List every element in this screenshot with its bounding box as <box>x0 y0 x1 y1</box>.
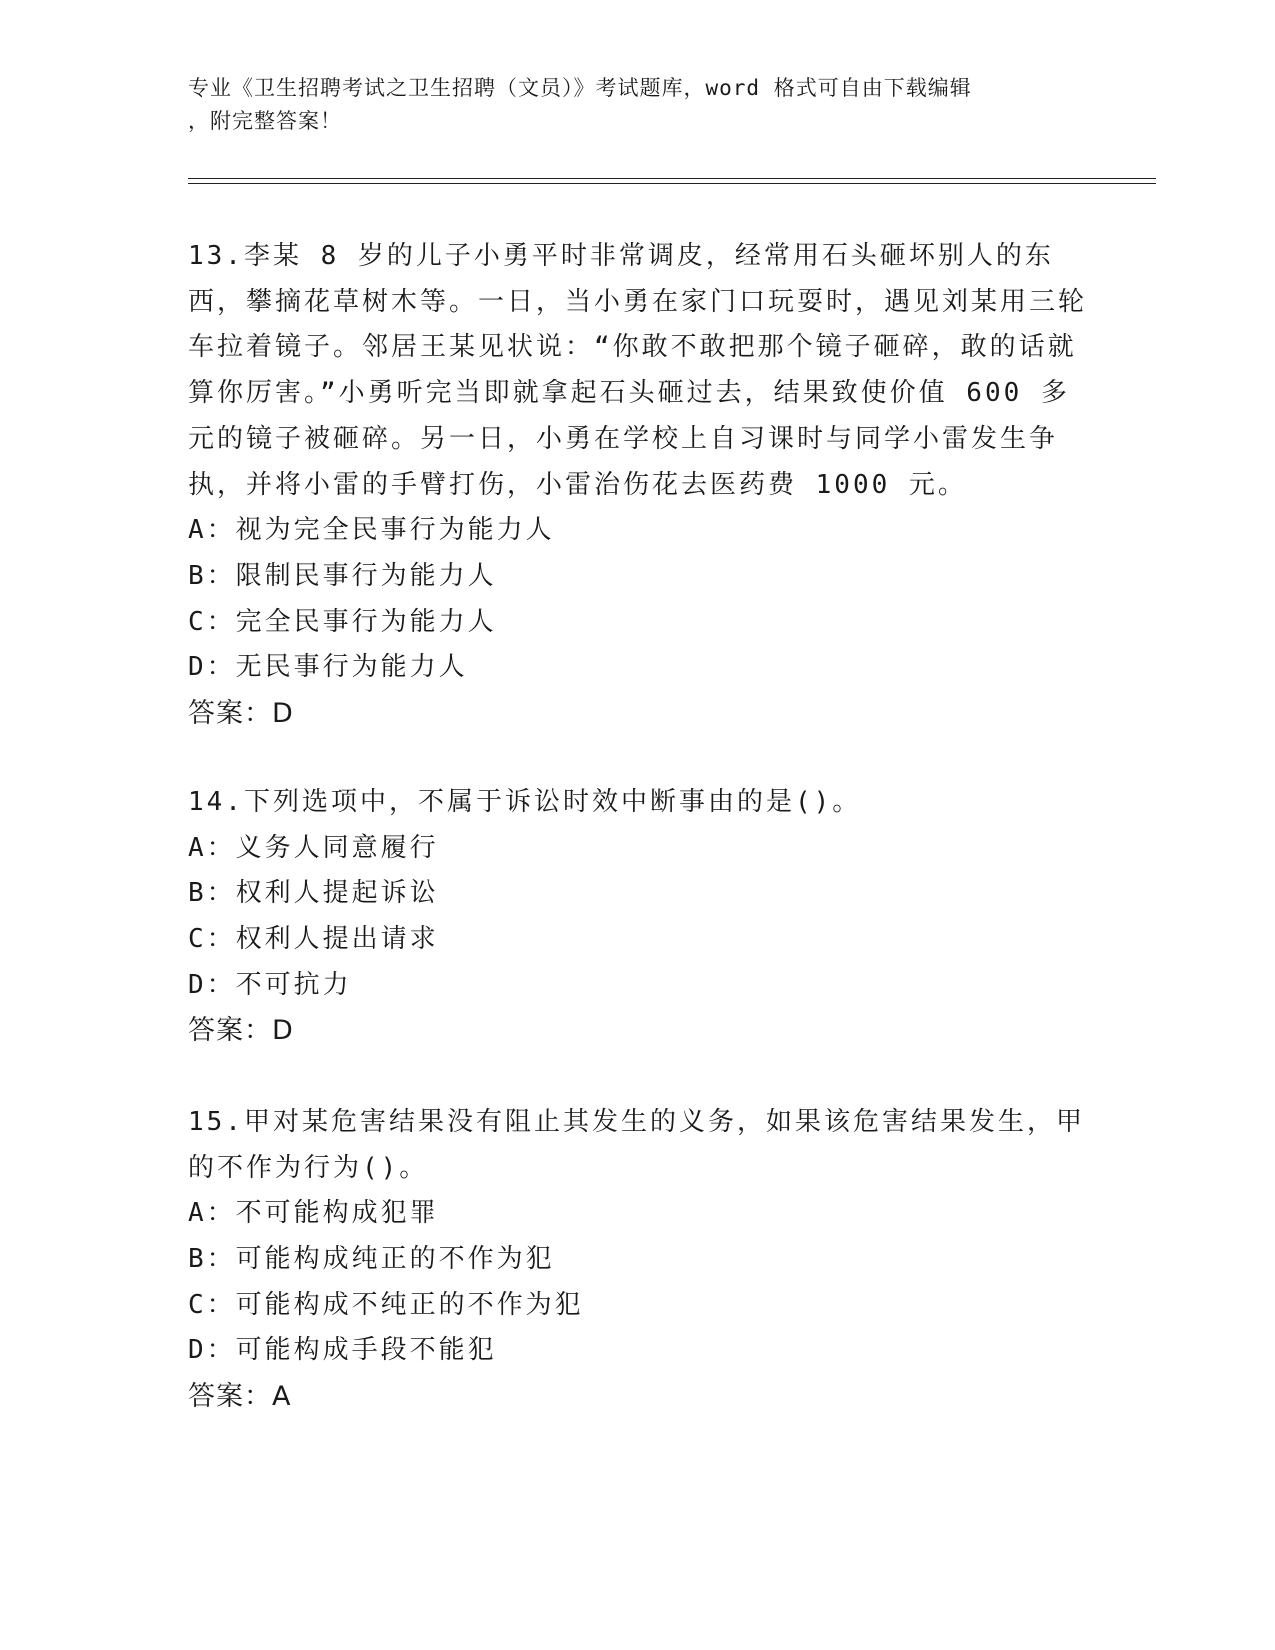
question-15 <box>188 1100 1088 1420</box>
option-b: B：限制民事行为能力人 <box>188 560 497 591</box>
option-b: B：可能构成纯正的不作为犯 <box>188 1244 555 1275</box>
answer-line: 答案：D <box>188 697 294 729</box>
answer-line: 答案：A <box>188 1381 292 1413</box>
option-d: D：可能构成手段不能犯 <box>188 1335 497 1366</box>
option-c: C：权利人提出请求 <box>188 924 439 955</box>
option-a: A：义务人同意履行 <box>188 832 439 863</box>
option-a: A：视为完全民事行为能力人 <box>188 515 555 546</box>
option-a: A：不可能构成犯罪 <box>188 1198 439 1229</box>
header-line-2: ，附完整答案！ <box>188 109 342 133</box>
question-13 <box>188 234 1088 737</box>
option-c: C：可能构成不纯正的不作为犯 <box>188 1289 584 1320</box>
option-d: D：无民事行为能力人 <box>188 652 468 683</box>
option-b: B：权利人提起诉讼 <box>188 878 439 909</box>
question-text: 14.下列选项中，不属于诉讼时效中断事由的是()。 <box>188 787 862 817</box>
question-14 <box>188 780 1088 1054</box>
answer-line: 答案：D <box>188 1015 294 1047</box>
document-header <box>188 72 1088 138</box>
question-text: 13.李某 8 岁的儿子小勇平时非常调皮，经常用石头砸坏别人的东西，攀摘花草树木等。一日，当小勇在家门口玩耍时，遇见刘某用三轮车拉着镜子。邻居王某见状说：“你敢不敢把那个镜子砸碎，敢的话就算你厉害。”小勇听完当即就拿起石头砸过去，结果致使价值 600 多元的镜子被砸碎。另一日，小勇在学校上自习课时与同学小雷发生争执，并将小雷的手臂打伤，小雷治伤花去医药费 1000 元。 <box>188 241 1088 500</box>
option-d: D：不可抗力 <box>188 969 352 1000</box>
header-divider-bottom <box>188 183 1156 184</box>
header-divider-top <box>188 178 1156 179</box>
option-c: C：完全民事行为能力人 <box>188 606 497 637</box>
header-line-1: 专业《卫生招聘考试之卫生招聘（文员）》考试题库，word 格式可自由下载编辑 <box>188 76 972 100</box>
question-text: 15.甲对某危害结果没有阻止其发生的义务，如果该危害结果发生，甲的不作为行为()。 <box>188 1107 1085 1183</box>
